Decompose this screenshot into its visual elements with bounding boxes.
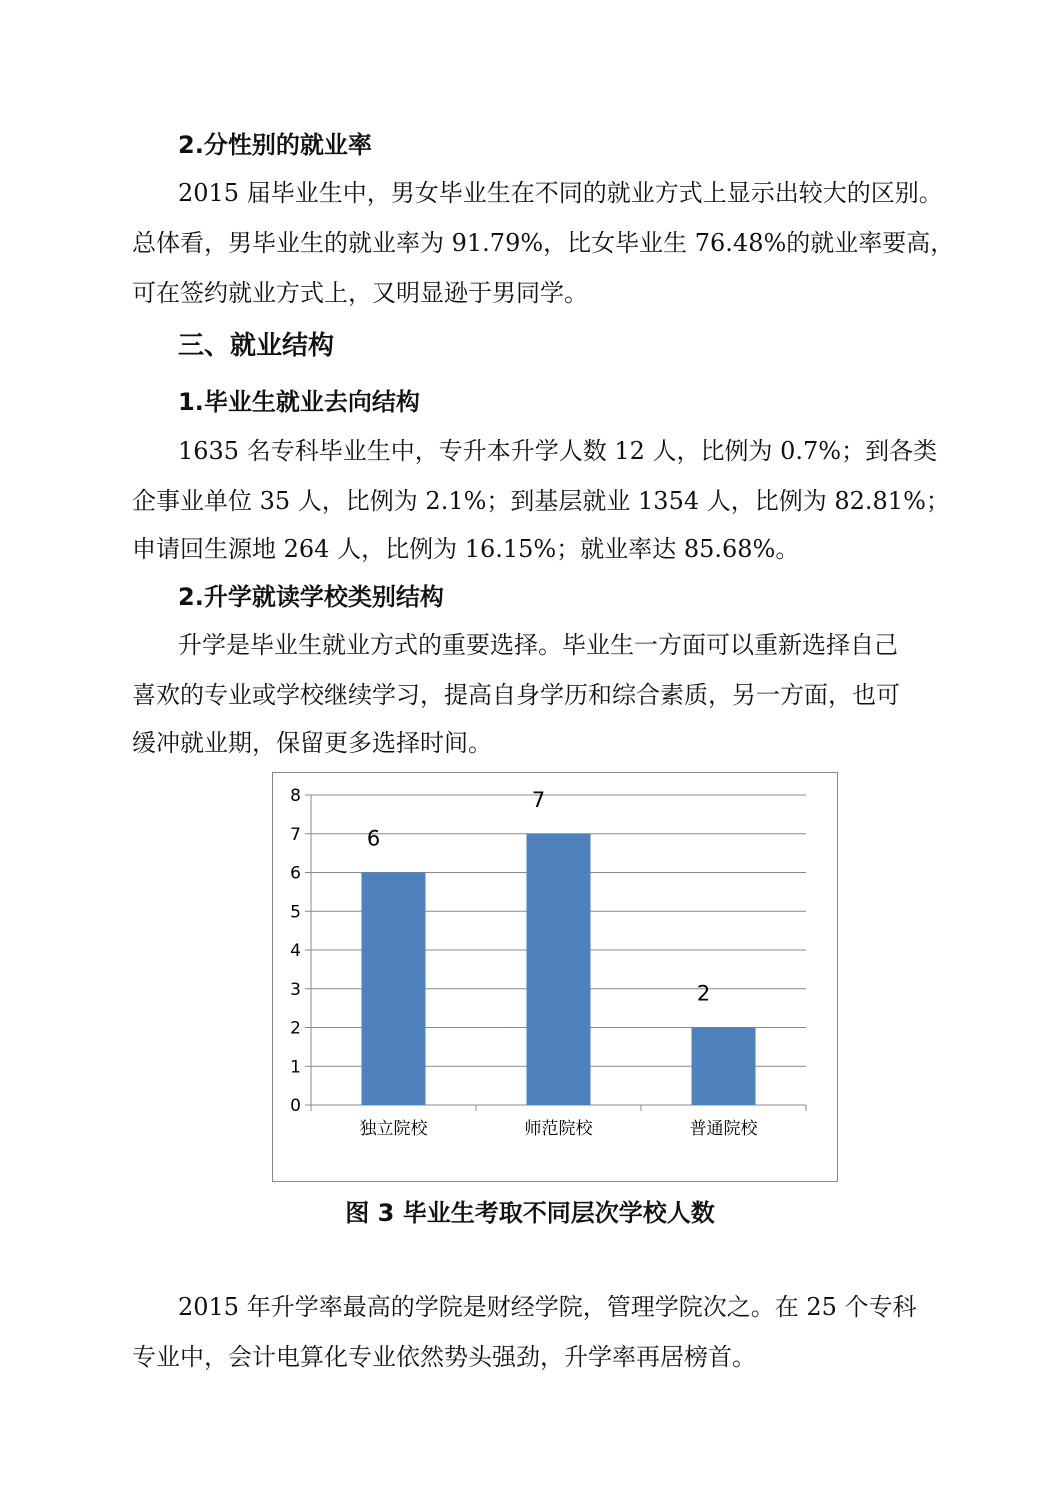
y-tick-label-1: 1 [290, 1057, 301, 1078]
school-paragraph-line-2: 喜欢的专业或学校继续学习，提高自身学历和综合素质，另一方面，也可 [132, 681, 900, 709]
y-tick-label-0: 0 [290, 1096, 301, 1116]
category-label-0: 独立院校 [359, 1119, 428, 1139]
data-label-1: 7 [531, 787, 546, 812]
bar-chart [272, 772, 838, 1182]
destination-paragraph-line-2: 企事业单位 35 人，比例为 2.1%；到基层就业 1354 人，比例为 82.81%； [132, 487, 950, 515]
y-tick-label-6: 6 [290, 863, 301, 884]
y-tick-label-4: 4 [290, 941, 301, 961]
bar-2 [692, 1028, 756, 1106]
gender-paragraph-line-3: 可在签约就业方式上，又明显逊于男同学。 [132, 279, 588, 307]
destination-paragraph-line-1: 1635 名专科毕业生中，专升本升学人数 12 人，比例为 0.7%；到各类 [178, 437, 938, 465]
figure-caption: 图 3 毕业生考取不同层次学校人数 [345, 1199, 715, 1227]
y-tick-label-8: 8 [290, 786, 301, 806]
structure-heading: 三、就业结构 [178, 331, 335, 361]
destination-heading: 1.毕业生就业去向结构 [178, 388, 420, 416]
gender-heading: 2.分性别的就业率 [178, 131, 372, 159]
gender-paragraph-line-2: 总体看，男毕业生的就业率为 91.79%，比女毕业生 76.48%的就业率要高， [132, 229, 955, 257]
bar-1 [527, 834, 591, 1105]
data-label-2: 2 [696, 981, 711, 1006]
y-tick-label-5: 5 [290, 902, 301, 923]
gender-paragraph-line-1: 2015 届毕业生中，男女毕业生在不同的就业方式上显示出较大的区别。 [178, 179, 943, 207]
school-paragraph-line-1: 升学是毕业生就业方式的重要选择。毕业生一方面可以重新选择自己 [178, 631, 898, 659]
data-label-0: 6 [366, 826, 381, 851]
y-tick-label-3: 3 [290, 979, 301, 1000]
category-label-2: 普通院校 [689, 1119, 758, 1139]
closing-paragraph-line-1: 2015 年升学率最高的学院是财经学院，管理学院次之。在 25 个专科 [178, 1293, 917, 1321]
bar-chart-svg [273, 773, 837, 1181]
destination-paragraph-line-3: 申请回生源地 264 人，比例为 16.15%；就业率达 85.68%。 [132, 535, 800, 563]
school-heading: 2.升学就读学校类别结构 [178, 583, 444, 611]
bar-0 [362, 873, 426, 1106]
category-label-1: 师范院校 [524, 1119, 593, 1139]
closing-paragraph-line-2: 专业中，会计电算化专业依然势头强劲，升学率再居榜首。 [132, 1343, 756, 1371]
school-paragraph-line-3: 缓冲就业期，保留更多选择时间。 [132, 729, 492, 757]
y-tick-label-2: 2 [290, 1018, 301, 1039]
y-tick-label-7: 7 [290, 824, 301, 845]
